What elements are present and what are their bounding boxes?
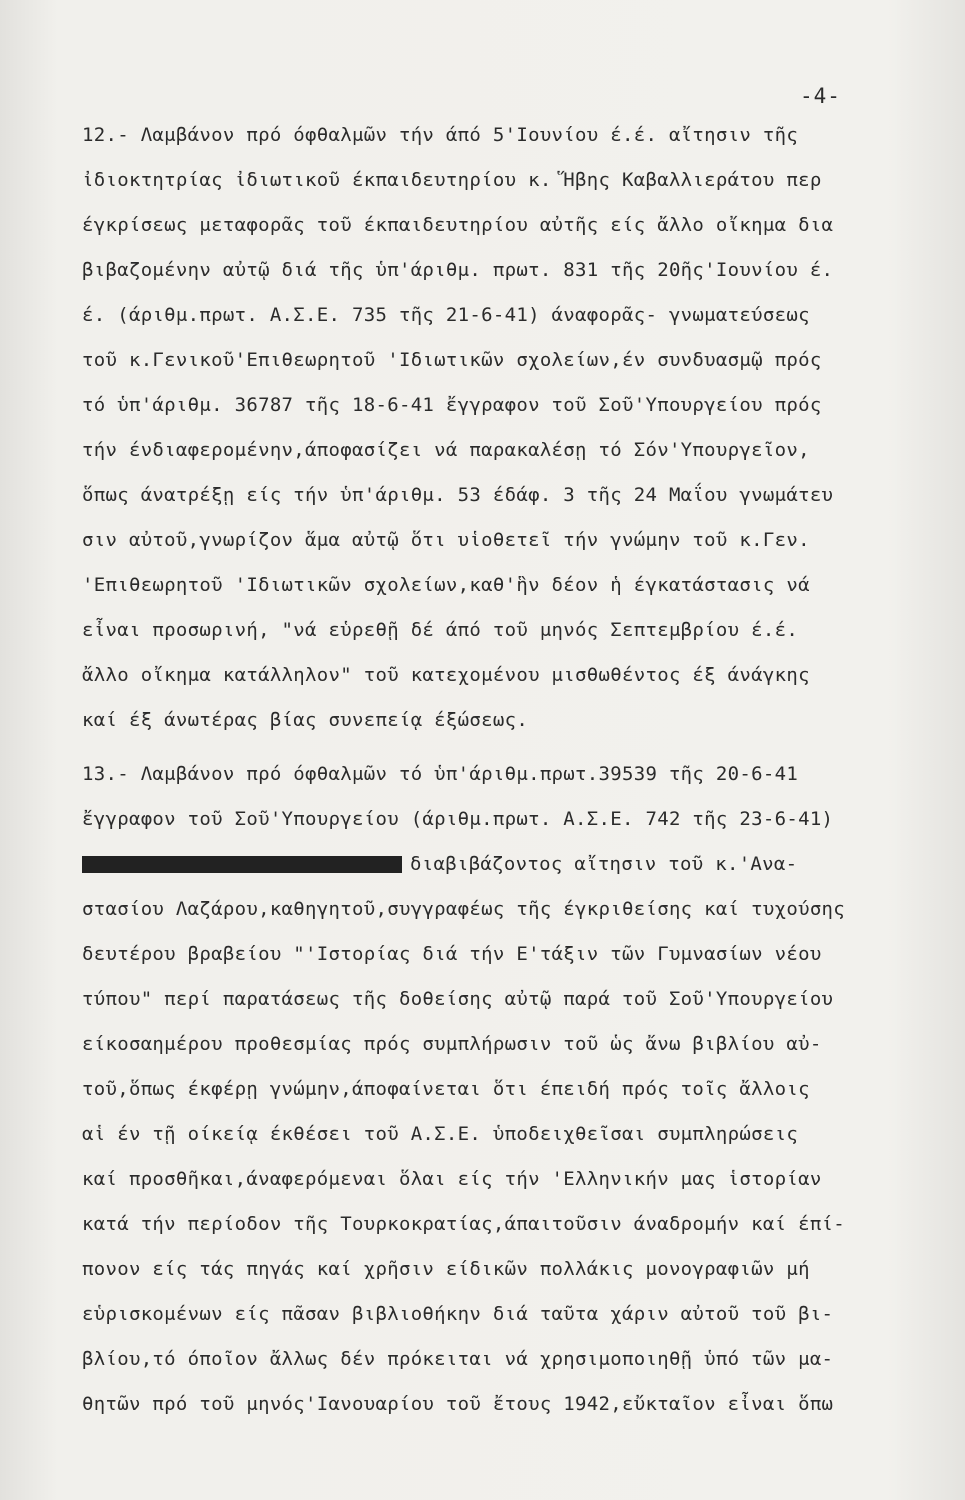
text-line: ἔγγραφον τοῦ Σοῦ'Υπουργείου (άριθμ.πρωτ. Α.Σ.Ε. 742 τῆς 23-6-41) (82, 808, 834, 830)
text-line: βλίου,τό όποῖον ἄλλως δέν πρόκειται νά χρησιμοποιηθῇ ὑπό τῶν μα- (82, 1348, 834, 1370)
text-line: 12.- Λαμβάνον πρό όφθαλμῶν τήν άπό 5'Ιουνίου έ.έ. αἴτησιν τῆς (82, 124, 799, 146)
text-line-with-strikeout (82, 842, 912, 887)
text-line: τύπου" περί παρατάσεως τῆς δοθείσης αὐτῷ παρά τοῦ Σοῦ'Υπουργείου (82, 988, 834, 1010)
text-line: τοῦ κ.Γενικοῦ'Επιθεωρητοῦ 'Ιδιωτικῶν σχολείων,έν συνδυασμῷ πρός (82, 349, 822, 371)
struck-out-text (82, 856, 402, 873)
page-number: -4- (800, 84, 841, 108)
text-line: σιν αὐτοῦ,γνωρίζον ἅμα αὐτῷ ὅτι υἱοθετεῖ τήν γνώμην τοῦ κ.Γεν. (82, 529, 810, 551)
text-line: κατά τήν περίοδον τῆς Τουρκοκρατίας,άπαιτοῦσιν άναδρομήν καί έπί- (82, 1213, 846, 1235)
text-fragment: διαβιβάζοντος αἴτησιν τοῦ κ.'Ανα- (410, 853, 798, 875)
text-line: 'Επιθεωρητοῦ 'Ιδιωτικῶν σχολείων,καθ'ἣν δέον ἡ έγκατάστασις νά (82, 574, 810, 596)
text-line: έγκρίσεως μεταφορᾶς τοῦ έκπαιδευτηρίου αὐτῆς είς ἄλλο οἴκημα δια (82, 214, 834, 236)
text-line: 13.- Λαμβάνον πρό όφθαλμῶν τό ὑπ'άριθμ.πρωτ.39539 τῆς 20-6-41 (82, 763, 799, 785)
paragraph-13 (82, 752, 912, 1427)
text-line: έ. (άριθμ.πρωτ. Α.Σ.Ε. 735 τῆς 21-6-41) άναφορᾶς- γνωματεύσεως (82, 304, 810, 326)
text-line: ἰδιοκτητρίας ἰδιωτικοῦ έκπαιδευτηρίου κ. Ἥβης Καβαλλιεράτου περ (82, 169, 822, 191)
text-line: καί έξ άνωτέρας βίας συνεπείᾳ έξώσεως. (82, 709, 529, 731)
text-line: ὅπως άνατρέξῃ είς τήν ὑπ'άριθμ. 53 έδάφ. 3 τῆς 24 Μαΐου γνωμάτευ (82, 484, 834, 506)
text-line: τήν ένδιαφερομένην,άποφασίζει νά παρακαλέσῃ τό Σόν'Υπουργεῖον, (82, 439, 810, 461)
paragraph-12 (82, 113, 912, 743)
text-line: ἄλλο οἴκημα κατάλληλον" τοῦ κατεχομένου μισθωθέντος έξ άνάγκης (82, 664, 810, 686)
text-line: δευτέρου βραβείου "'Ιστορίας διά τήν Ε'τάξιν τῶν Γυμνασίων νέου (82, 943, 822, 965)
text-line: στασίου Λαζάρου,καθηγητοῦ,συγγραφέως τῆς έγκριθείσης καί τυχούσης (82, 898, 846, 920)
text-line: πονον είς τάς πηγάς καί χρῆσιν είδικῶν πολλάκις μονογραφιῶν μή (82, 1258, 810, 1280)
text-line: τό ὑπ'άριθμ. 36787 τῆς 18-6-41 ἔγγραφον τοῦ Σοῦ'Υπουργείου πρός (82, 394, 822, 416)
text-line: θητῶν πρό τοῦ μηνός'Ιανουαρίου τοῦ ἔτους 1942,εὔκταῖον εἶναι ὅπω (82, 1393, 834, 1415)
text-line: αἱ έν τῇ οίκείᾳ έκθέσει τοῦ Α.Σ.Ε. ὑποδειχθεῖσαι συμπληρώσεις (82, 1123, 799, 1145)
text-line: τοῦ,ὅπως έκφέρῃ γνώμην,άποφαίνεται ὅτι έπειδή πρός τοῖς ἄλλοις (82, 1078, 810, 1100)
text-line: βιβαζομένην αὐτῷ διά τῆς ὑπ'άριθμ. πρωτ. 831 τῆς 20ῆς'Ιουνίου έ. (82, 259, 834, 281)
text-line: εὑρισκομένων είς πᾶσαν βιβλιοθήκην διά ταῦτα χάριν αὐτοῦ τοῦ βι- (82, 1303, 834, 1325)
text-line: καί προσθῆκαι,άναφερόμεναι ὅλαι είς τήν 'Ελληνικήν μας ἱστορίαν (82, 1168, 822, 1190)
text-line: εἶναι προσωρινή, "νά εὑρεθῇ δέ άπό τοῦ μηνός Σεπτεμβρίου έ.έ. (82, 619, 799, 641)
text-line: είκοσαημέρου προθεσμίας πρός συμπλήρωσιν τοῦ ὡς ἄνω βιβλίου αὐ- (82, 1033, 822, 1055)
